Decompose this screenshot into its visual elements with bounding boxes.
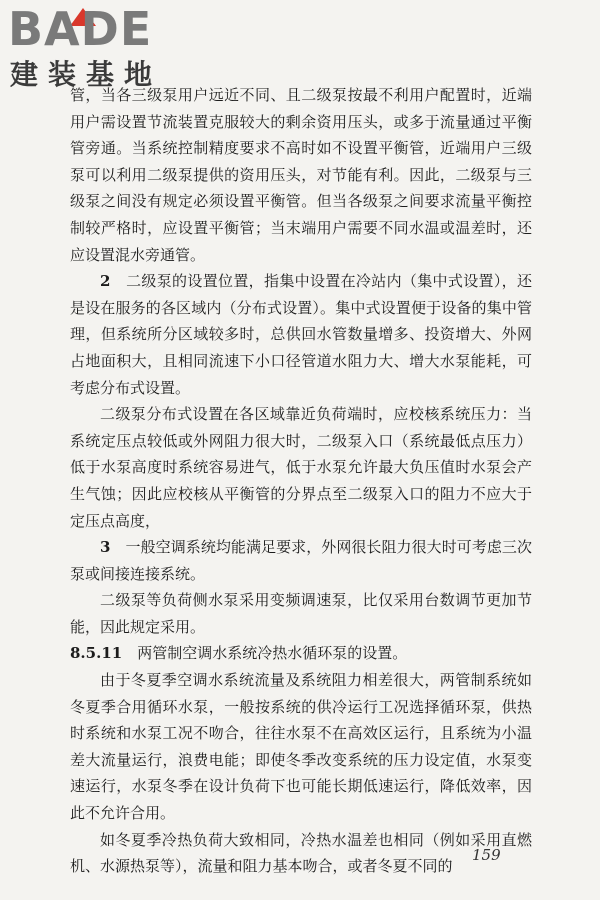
body-text <box>70 82 532 880</box>
paragraph <box>70 667 532 827</box>
paragraph-text: 一般空调系统均能满足要求，外网很长阻力很大时可考虑三次泵或间接连接系统。 <box>70 538 532 583</box>
paragraph <box>70 82 532 268</box>
section-title: 两管制空调水系统冷热水循环泵的设置。 <box>122 644 408 663</box>
paragraph-text: 二级泵的设置位置，指集中设置在冷站内（集中式设置），还是设在服务的各区域内（分布式设置）。集中式设置便于设备的集中管理，但系统所分区域较多时，总供回水管数量增多、投资增大、外网占地面积大，且相同流速下小口径管道水阻力大、增大水泵能耗，可考虑分布式设置。 <box>70 272 532 397</box>
paragraph-text: 如冬夏季冷热负荷大致相同，冷热水温差也相同（例如采用直燃机、水源热泵等），流量和阻力基本吻合，或者冬夏不同的 <box>70 830 532 876</box>
item-number: 2 <box>100 272 111 291</box>
bade-logo <box>6 4 181 94</box>
item-number: 3 <box>100 538 111 557</box>
paragraph <box>70 827 532 880</box>
section-number: 8.5.11 <box>70 644 123 663</box>
paragraph <box>70 534 532 587</box>
logo-wordmark: BADE <box>8 2 153 56</box>
paragraph <box>70 587 532 640</box>
paragraph-text: 二级泵等负荷侧水泵采用变频调速泵，比仅采用台数调节更加节能，因此规定采用。 <box>70 591 532 636</box>
paragraph <box>70 268 532 401</box>
paragraph-text: 二级泵分布式设置在各区域靠近负荷端时，应校核系统压力：当系统定压点较低或外网阻力很大时，二级泵入口（系统最低点压力）低于水泵高度时系统容易进气，低于水泵允许最大负压值时水泵会产生气蚀；因此应校核从平衡管的分界点至二级泵入口的阻力不应大于定压点高度， <box>70 405 532 530</box>
paragraph-text: 管，当各三级泵用户远近不同、且二级泵按最不利用户配置时，近端用户需设置节流装置克服较大的剩余资用压头，或多于流量通过平衡管旁通。当系统控制精度要求不高时如不设置平衡管，近端用户三级泵可以利用二级泵提供的资用压头，对节能有利。因此，二级泵与三级泵之间没有规定必须设置平衡管。但当各级泵之间要求流量平衡控制较严格时，应设置平衡管；当末端用户需要不同水温或温差时，还应设置混水旁通管。 <box>70 86 532 264</box>
paragraph-text: 由于冬夏季空调水系统流量及系统阻力相差很大，两管制系统如冬夏季合用循环水泵，一般按系统的供冷运行工况选择循环泵，供热时系统和水泵工况不吻合，往往水泵不在高效区运行，且系统为小温差大流量运行，浪费电能；即使冬季改变系统的压力设定值，水泵变速运行，水泵冬季在设计负荷下也可能长期低速运行，降低效率，因此不允许合用。 <box>70 671 532 823</box>
section-heading <box>70 640 532 667</box>
logo-subtitle: 建装基地 <box>10 58 163 91</box>
page-number: 159 <box>472 846 501 864</box>
paragraph <box>70 401 532 534</box>
